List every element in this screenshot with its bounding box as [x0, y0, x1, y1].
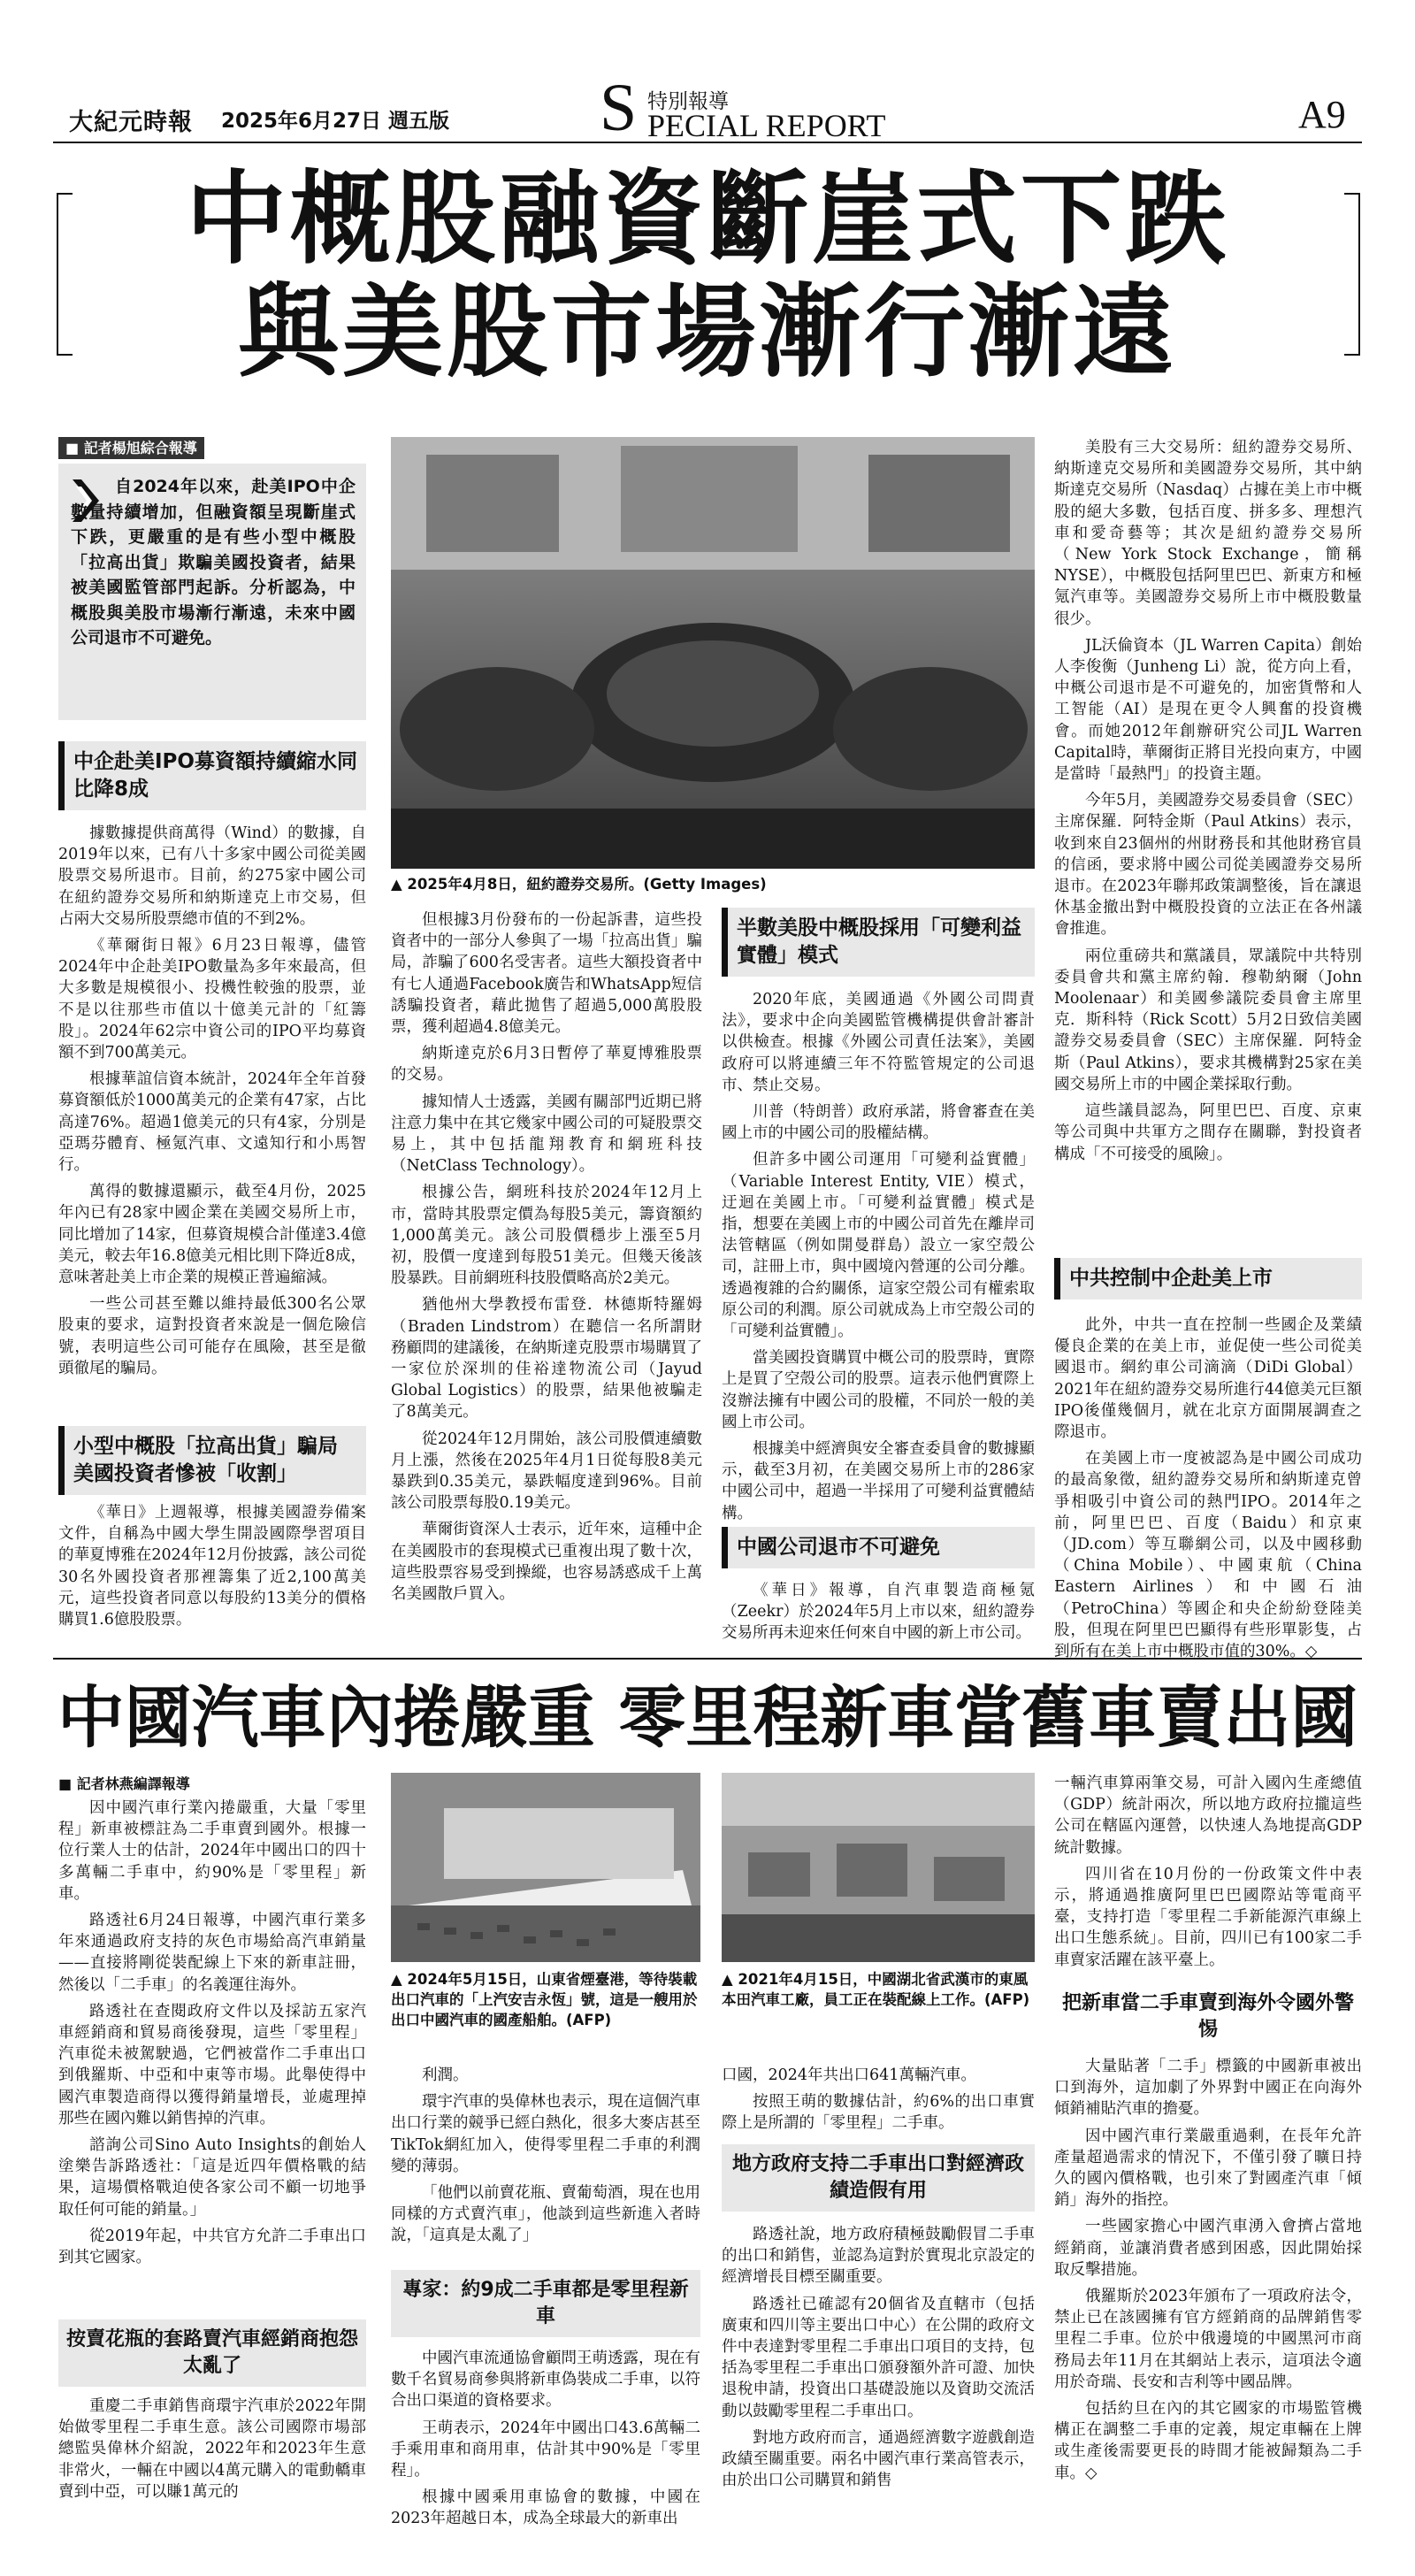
factory-photo	[722, 1773, 1035, 1962]
paragraph: 俄羅斯於2023年頒布了一項政府法令，禁止已在該國擁有官方經銷商的品牌銷售零里程二手車。位於中俄邊境的中國黑河市商務局去年11月在其網站上表示，這項法令適用於奇瑞、長安和吉利等中國品牌。	[1054, 2288, 1362, 2391]
paragraph: 因中國汽車行業內捲嚴重，大量「零里程」新車被標註為二手車賣到國外。根據一位行業人士的估計，2024年中國出口的四十多萬輛二手車中，約90%是「零里程」新車。	[58, 1799, 366, 1903]
subhead-ipo: 中企赴美IPO募資額持續縮水同比降8成	[58, 741, 366, 810]
bottom-col-3	[722, 2065, 1035, 2140]
top-col-1b	[58, 1502, 366, 1636]
subhead-expert: 專家：約9成二手車都是零里程新車	[391, 2270, 700, 2337]
paragraph: 王萌表示，2024年中國出口43.6萬輛二手乘用車和商用車，估計其中90%是「零里程」。	[391, 2419, 700, 2480]
paragraph: 環宇汽車的吳偉林也表示，現在這個汽車出口行業的競爭已經白熱化，很多大麥店甚至TikTok網紅加入，使得零里程二手車的利潤變的薄弱。	[391, 2093, 700, 2175]
bottom-col-2	[391, 2065, 700, 2252]
paragraph: 美股有三大交易所：紐約證券交易所、納斯達克交易所和美國證券交易所，其中納斯達克交易所（Nasdaq）占據在美上市中概股的絕大多數，包括百度、拼多多、理想汽車和愛奇藝等；其次是紐約證券交易所（New York Stock Exchange，簡稱NYSE），中概股包括阿里巴巴、新東方和極氪汽車等。美國證券交易所上市中概股數量很少。	[1054, 439, 1362, 628]
paragraph: 一些國家擔心中國汽車湧入會擠占當地經銷商，並讓消費者感到困惑，因此開始採取反擊措施。	[1054, 2218, 1362, 2279]
paragraph: JL沃倫資本（JL Warren Capita）創始人李俊衡（Junheng Li）說，從方向上看，中概公司退市是不可避免的，加密貨幣和人工智能（AI）是現在更令人興奮的投資機會。而她2012年創辦研究公司JL Warren Capital時，華爾街正將目光投向東方，中國是當時「最熱門」的投資主題。	[1054, 636, 1362, 784]
masthead	[53, 71, 1362, 145]
paragraph: 《華爾街日報》6月23日報導，儘管2024年中企赴美IPO數量為多年來最高，但大多數是規模很小、投機性較強的股票，並不是以往那些市值以十億美元計的「紅籌股」。2024年62宗中資公司的IPO平均募資額不到700萬美元。	[58, 937, 366, 1062]
subhead-ccp-control: 中共控制中企赴美上市	[1054, 1258, 1362, 1300]
page-number: A9	[1298, 93, 1346, 136]
paragraph: 但根據3月份發布的一份起訴書，這些投資者中的一部分人參與了一場「拉高出貨」騙局，詐騙了600名受害者。這些大額投資者中有七人通過Facebook廣告和WhatsApp短信誘騙投資者，藉此拋售了超過5,000萬股股票，獲利超過4.8億美元。	[391, 911, 702, 1037]
paragraph: 從2019年起，中共官方允許二手車出口到其它國家。	[58, 2227, 366, 2267]
top-col-2	[391, 909, 702, 1610]
bottom-col-4b	[1054, 2056, 1362, 2489]
paragraph: 按照王萌的數據估計，約6%的出口車實際上是所謂的「零里程」二手車。	[722, 2093, 1035, 2133]
paragraph: 利潤。	[422, 2066, 469, 2084]
subhead-vase-sellers: 按賣花瓶的套路賣汽車經銷商抱怨太亂了	[58, 2319, 366, 2387]
paragraph: 四川省在10月份的一份政策文件中表示，將通過推廣阿里巴巴國際站等電商平臺，支持打造「零里程二手新能源汽車線上出口生態系統」。目前，四川已有100家二手車賣家活躍在該平臺上。	[1054, 1865, 1362, 1969]
car-ship-caption: ▲ 2024年5月15日，山東省煙臺港，等待裝載出口汽車的「上汽安吉永恆」號，這是一艘用於出口中國汽車的國產船舶。(AFP)	[391, 1971, 698, 2028]
paragraph: 2020年底，美國通過《外國公司問責法》，要求中企向美國監管機構提供會計審計以供檢查。根據《外國公司責任法案》，美國政府可以將連續三年不符監管規定的公司退市、禁止交易。	[722, 991, 1035, 1094]
paragraph: 對地方政府而言，通過經濟數字遊戲創造政績至關重要。兩名中國汽車行業高管表示，由於出口公司購買和銷售	[722, 2428, 1035, 2490]
bottom-byline: ■ 記者林燕編譯報導	[58, 1775, 190, 1792]
subhead-local-gov: 地方政府支持二手車出口對經濟政績造假有用	[722, 2144, 1035, 2212]
paragraph: 兩位重磅共和黨議員，眾議院中共特別委員會共和黨主席約翰．穆勒納爾（John Moolenaar）和美國參議院委員會主席里克．斯科特（Rick Scott）5月2日致信美國證券交易委員會（SEC）主席保羅．阿特金斯（Paul Atkins），要求其機構對25家在美國交易所上市的中國企業採取行動。	[1054, 947, 1362, 1093]
top-col-1	[58, 823, 366, 1384]
paragraph: 一些公司甚至難以維持最低300名公眾股東的要求，這對投資者來說是一個危險信號，表明這些公司可能存在風險，甚至是徹頭徹尾的騙局。	[58, 1295, 366, 1377]
top-headline-line2: 與美股市場漸行漸遠	[237, 273, 1177, 391]
top-col-3	[722, 989, 1035, 1530]
headline-bracket-right	[1344, 193, 1360, 356]
paragraph: 當美國投資購買中概公司的股票時，實際上是買了空殼公司的股票。這表示他們實際上沒辦法擁有中國公司的股權，不同於一般的美國上市公司。	[722, 1349, 1035, 1431]
section-en: PECIAL REPORT	[647, 108, 886, 143]
section-divider	[53, 1658, 1362, 1660]
paragraph: 猶他州大學教授布雷登．林德斯特羅姆（Braden Lindstrom）在聽信一名所謂財務顧問的建議後，在納斯達克股票市場購買了一家位於深圳的佳裕達物流公司（Jayud Global Logistics）的股票，結果他被騙走了8萬美元。	[391, 1296, 702, 1422]
top-col-4b	[1054, 1315, 1362, 1668]
nyse-photo	[391, 437, 1035, 869]
paper-name: 大紀元時報	[69, 109, 193, 136]
paragraph: 路透社說，地方政府積極鼓勵假冒二手車的出口和銷售，並認為這對於實現北京設定的經濟增長目標至關重要。	[722, 2226, 1035, 2287]
paragraph: 根據公告，網班科技於2024年12月上市，當時其股票定價為每股5美元，籌資額約1,000萬美元。該公司股價穩步上漲至5月初，股價一度達到每股51美元。但幾天後該股暴跌。目前網班科技股價略高於2美元。	[391, 1184, 702, 1288]
paragraph: 口國，2024年共出口641萬輛汽車。	[722, 2066, 976, 2084]
paragraph: 此外，中共一直在控制一些國企及業績優良企業的在美上市，並促使一些公司從美國退市。網約車公司滴滴（DiDi Global）2021年在紐約證券交易所進行44億美元巨額IPO後僅幾個月，就在北京方面開展調查之際退市。	[1054, 1316, 1362, 1442]
paragraph: 路透社6月24日報導，中國汽車行業多年來通過政府支持的灰色市場給高汽車銷量——直接將剛從裝配線上下來的新車註冊，然後以「二手車」的名義運往海外。	[58, 1912, 366, 1994]
bottom-col-1	[58, 1798, 366, 2273]
paragraph: 「他們以前賣花瓶、賣葡萄酒，現在也用同樣的方式賣汽車」，他談到這些新進入者時說，「這真是太亂了」	[391, 2184, 700, 2245]
paragraph: 《華日》上週報導，根據美國證券備案文件，自稱為中國大學生開設國際學習項目的華夏博雅在2024年12月份披露，該公司從30名外國投資者那裡籌集了近2,100萬美元，這些投資者同意以每股約13美分的價格購買1.6億股股票。	[58, 1504, 366, 1629]
paragraph: 諮詢公司Sino Auto Insights的創始人塗樂告訴路透社：「這是近四年價格戰的結果，這場價格戰迫使各家公司不顧一切地爭取任何可能的銷量。」	[58, 2136, 366, 2219]
paragraph: 據數據提供商萬得（Wind）的數據，自2019年以來，已有八十多家中國公司從美國股票交易所退市。目前，約275家中國公司在紐約證券交易所和納斯達克上市交易，但占兩大交易所股票總市值的不到2%。	[58, 824, 366, 928]
paragraph: 《華日》報導，自汽車製造商極氪（Zeekr）於2024年5月上市以來，紐約證券交易所再未迎來任何來自中國的新上市公司。	[722, 1582, 1035, 1643]
factory-caption: ▲ 2021年4月15日，中國湖北省武漢市的東風本田汽車工廠，員工正在裝配線上工作。(AFP)	[722, 1971, 1030, 2008]
issue-date: 2025年6月27日 週五版	[221, 110, 450, 133]
bottom-col-2b	[391, 2348, 700, 2535]
paragraph: 這些議員認為，阿里巴巴、百度、京東等公司與中共軍方之間存在關聯，對投資者構成「不可接受的風險」。	[1054, 1102, 1362, 1163]
subhead-overseas: 把新車當二手車賣到海外令國外警惕	[1061, 1992, 1354, 2041]
paragraph: 大量貼著「二手」標籤的中國新車被出口到海外，這加劇了外界對中國正在向海外傾銷補貼汽車的擔憂。	[1054, 2058, 1362, 2119]
paragraph: 中國汽車流通協會顧問王萌透露，現在有數千名貿易商參與將新車偽裝成二手車，以符合出口渠道的資格要求。	[391, 2350, 700, 2411]
paragraph: 川普（特朗普）政府承諾，將會審查在美國上市的中國公司的股權結構。	[722, 1103, 1035, 1143]
bottom-col-4	[1054, 1773, 1362, 1976]
paragraph: 路透社在查閱政府文件以及採訪五家汽車經銷商和貿易商後發現，這些「零里程」汽車從未被駕駛過，它們被當作二手車出口到俄羅斯、中亞和中東等市場。此舉使得中國汽車製造商得以獲得銷量增長，並處理掉那些在國內難以銷售掉的汽車。	[58, 2002, 366, 2128]
top-col-4	[1054, 437, 1362, 1170]
paragraph: 納斯達克於6月3日暫停了華夏博雅股票的交易。	[391, 1045, 702, 1085]
top-col-3b	[722, 1580, 1035, 1650]
paragraph: 因中國汽車行業嚴重過剩，在長年允許產量超過需求的情況下，不僅引發了曠日持久的國內價格戰，也引來了對國產汽車「傾銷」海外的指控。	[1054, 2127, 1362, 2210]
masthead-rule	[53, 142, 1362, 143]
top-byline: ■ 記者楊旭綜合報導	[58, 437, 204, 457]
bottom-headline: 中國汽車內捲嚴重 零里程新車當舊車賣出國	[57, 1678, 1358, 1757]
paragraph: 一輛汽車算兩筆交易，可計入國內生產總值（GDP）統計兩次，所以地方政府拉攏這些公司在轄區內運營，以快速人為地提高GDP統計數據。	[1054, 1775, 1362, 1857]
subhead-vie: 半數美股中概股採用「可變利益實體」模式	[722, 908, 1035, 977]
section-initial: S	[600, 71, 638, 145]
paragraph: 華爾街資深人士表示，近年來，這種中企在美國股市的套現模式已重複出現了數十次，這些股票容易受到操縱，也容易誘惑成千上萬名美國散戶買入。	[391, 1521, 702, 1604]
subhead-pump-dump: 小型中概股「拉高出貨」騙局美國投資者慘被「收割」	[58, 1426, 366, 1495]
paragraph: 在美國上市一度被認為是中國公司成功的最高象徵，紐約證券交易所和納斯達克曾爭相吸引中資公司的熱門IPO。2014年之前，阿里巴巴、百度（Baidu）和京東（JD.com）等互聯網公司，以及中國移動（China Mobile）、中國東航（China Eastern Airlines）和中國石油（PetroChina）等國企和央企紛紛登陸美股，但現在阿里巴巴顯得有些形單影隻，占到所有在美上市中概股市值的30%。◇	[1054, 1450, 1362, 1661]
paragraph: 根據美中經濟與安全審查委員會的數據顯示，截至3月初，在美國交易所上市的286家中國公司中，超過一半採用了可變利益實體結構。	[722, 1440, 1035, 1522]
paragraph: 路透社已確認有20個省及直轄市（包括廣東和四川等主要出口中心）在公開的政府文件中表達對零里程二手車出口項目的支持，包括為零里程二手車出口頒發額外許可證、加快退稅申請，投資出口基礎設施以及資助交流活動以鼓勵零里程二手車出口。	[722, 2295, 1035, 2420]
subhead-delisting: 中國公司退市不可避免	[722, 1527, 1035, 1568]
section-cn: 特別報導	[647, 90, 729, 113]
paragraph: 萬得的數據還顯示，截至4月份，2025年內已有28家中國企業在美國交易所上市，同比增加了14家，但募資規模合計僅達3.4億美元，較去年16.8億美元相比則下降近8成，意味著赴美上市企業的規模正普遍縮減。	[58, 1183, 366, 1287]
paragraph: 據知情人士透露，美國有關部門近期已將注意力集中在其它幾家中國公司的可疑股票交易上，其中包括龍翔教育和網班科技（NetClass Technology）。	[391, 1092, 702, 1176]
bottom-col-3b	[722, 2224, 1035, 2496]
car-ship-photo	[391, 1773, 700, 1962]
paragraph: 今年5月，美國證券交易委員會（SEC）主席保羅．阿特金斯（Paul Atkins）表示，收到來自23個州的州財務長和其他財務官員的信函，要求將中國公司從美國證券交易所退市。在2023年聯邦政策調整後，旨在讓退休基金撤出對中概股投資的立法正在各州議會推進。	[1054, 792, 1362, 939]
paragraph: 根據華誼信資本統計，2024年全年首發募資額低於1000萬美元的企業有47家，占比高達76%。超過1億美元的只有4家，分別是亞瑪芬體育、極氪汽車、文遠知行和小馬智行。	[58, 1070, 366, 1175]
paragraph: 從2024年12月開始，該公司股價連續數月上漲，然後在2025年4月1日從每股8美元暴跌到0.35美元，暴跌幅度達到96%。目前該公司股票每股0.19美元。	[391, 1430, 702, 1513]
lead-box	[58, 464, 366, 720]
paragraph: 但許多中國公司運用「可變利益實體」（Variable Interest Entity, VIE）模式，迂迴在美國上市。「可變利益實體」模式是指，想要在美國上市的中國公司首先在離岸司法管轄區（例如開曼群島）設立一家空殼公司，註冊上市，與中國境內營運的公司分離。透過複雜的合約關係，這家空殼公司有權索取原公司的利潤。原公司就成為上市空殼公司的「可變利益實體」。	[722, 1151, 1035, 1341]
lead-text: 自2024年以來，赴美IPO中企數量持續增加，但融資額呈現斷崖式下跌，更嚴重的是有些小型中概股「拉高出貨」欺騙美國投資者，結果被美國監管部門起訴。分析認為，中概股與美股市場漸行漸遠，未來中國公司退市不可避免。	[71, 477, 356, 648]
top-headline-line1: 中概股融資斷崖式下跌	[185, 160, 1229, 278]
bottom-col-1b	[58, 2396, 366, 2508]
paragraph: 包括約旦在內的其它國家的市場監管機構正在調整二手車的定義，規定車輛在上牌或生產後需要更長的時間才能被歸類為二手車。◇	[1054, 2400, 1362, 2482]
paragraph: 重慶二手車銷售商環宇汽車於2022年開始做零里程二手車生意。該公司國際市場部總監吳偉林介紹說，2022年和2023年生意非常火，一輛在中國以4萬元購入的電動轎車賣到中亞，可以賺1萬元的	[58, 2397, 366, 2501]
paragraph: 根據中國乘用車協會的數據，中國在2023年超越日本，成為全球最大的新車出	[391, 2488, 700, 2528]
nyse-photo-caption: ▲ 2025年4月8日，紐約證券交易所。(Getty Images)	[391, 876, 767, 893]
